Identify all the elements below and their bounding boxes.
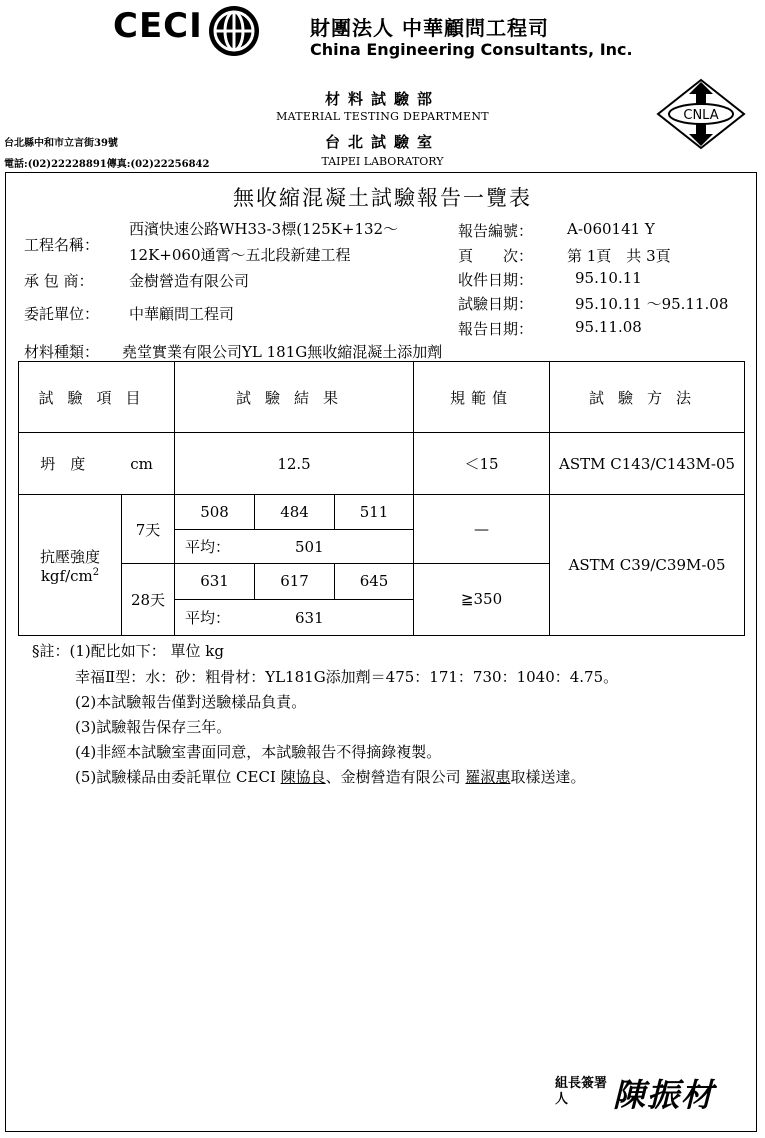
laboratory-en: TAIPEI LABORATORY xyxy=(321,155,444,168)
department-en: MATERIAL TESTING DEPARTMENT xyxy=(276,110,489,123)
note-5-sampler-1: 陳協良 xyxy=(280,768,326,786)
received-date-value: 95.10.11 xyxy=(575,269,642,287)
report-date-label: 報告日期： xyxy=(458,320,534,338)
day7-value-1: 508 xyxy=(175,495,255,529)
note-5-suffix: 取樣送達。 xyxy=(510,768,586,786)
slump-method: ASTM C143/C143M-05 xyxy=(550,433,745,495)
material-value: 堯堂實業有限公司YL 181G無收縮混凝土添加劑 xyxy=(122,343,443,361)
slump-item-cell xyxy=(19,433,175,495)
contractor-label: 承 包 商： xyxy=(24,272,94,290)
note-1-mix: 幸福Ⅱ型：水：砂：粗骨材：YL181G添加劑＝475：171：730：1040：4.75。 xyxy=(75,668,619,686)
note-2: (2)本試驗報告僅對送驗樣品負責。 xyxy=(75,693,307,711)
org-name-en: China Engineering Consultants, Inc. xyxy=(310,40,633,59)
day7-avg-value: 501 xyxy=(295,537,324,556)
lab-address: 台北縣中和市立言街39號 xyxy=(4,138,118,149)
note-1: §註：(1)配比如下： 單位 kg xyxy=(32,642,224,660)
header-test-method: 試驗方法 xyxy=(550,362,745,433)
table-header-row xyxy=(19,362,745,433)
signatory-name: 陳振材 xyxy=(613,1076,716,1114)
contractor-value: 金樹營造有限公司 xyxy=(129,272,250,290)
ceci-logo-text: CECI xyxy=(113,6,203,46)
material-label: 材料種類： xyxy=(24,343,100,361)
table-row-slump xyxy=(19,433,745,495)
day7-value-2: 484 xyxy=(255,495,335,529)
cnla-logo-text: CNLA xyxy=(683,108,719,123)
day28-value-2: 617 xyxy=(255,563,335,599)
day7-spec: — xyxy=(414,495,550,563)
strength-item-cell xyxy=(19,495,122,636)
project-line1: 西濱快速公路WH33-3標(125K+132～ xyxy=(129,220,399,238)
note-4: (4)非經本試驗室書面同意，本試驗報告不得摘錄複製。 xyxy=(75,743,442,761)
day7-avg-cell xyxy=(175,529,414,563)
day28-value-1: 631 xyxy=(175,563,255,599)
signatory-label: 組長簽署人 xyxy=(555,1076,608,1107)
header-test-result: 試驗結果 xyxy=(175,362,414,433)
note-3: (3)試驗報告保存三年。 xyxy=(75,718,232,736)
day28-label: 28天 xyxy=(122,563,175,635)
strength-item-line2: kgf/cm xyxy=(40,566,93,585)
department-zh: 材料試驗部 xyxy=(324,90,440,108)
day7-avg-label: 平均： xyxy=(185,537,231,556)
header-test-item: 試驗項目 xyxy=(19,362,175,433)
day28-spec: ≧350 xyxy=(414,563,550,635)
cnla-accreditation-logo-icon xyxy=(656,78,746,150)
slump-unit: cm xyxy=(130,455,153,474)
report-date-value: 95.11.08 xyxy=(575,318,642,336)
laboratory-zh: 台北試驗室 xyxy=(324,133,440,151)
client-value: 中華顧問工程司 xyxy=(129,305,235,323)
project-line2: 12K+060通霄～五北段新建工程 xyxy=(129,246,351,264)
table-row-7day-values xyxy=(19,495,745,529)
page-label: 頁 次： xyxy=(458,247,534,265)
note-5-middle: 、金樹營造有限公司 xyxy=(325,768,466,786)
header-spec-value: 規範值 xyxy=(414,362,550,433)
day7-value-3: 511 xyxy=(335,495,414,529)
report-title: 無收縮混凝土試驗報告一覽表 xyxy=(233,186,532,210)
note-5-sampler-2: 羅淑惠 xyxy=(465,768,511,786)
strength-item-line1: 抗壓強度 xyxy=(39,547,100,566)
note-5 xyxy=(75,766,585,787)
slump-spec: ＜15 xyxy=(414,433,550,495)
ceci-globe-logo-icon xyxy=(207,4,261,58)
report-no-label: 報告編號： xyxy=(458,222,534,240)
note-5-prefix: (5)試驗樣品由委託單位 CECI xyxy=(75,768,281,786)
day28-value-3: 645 xyxy=(335,563,414,599)
slump-result: 12.5 xyxy=(175,433,414,495)
strength-unit-superscript: 2 xyxy=(92,566,100,578)
day28-avg-label: 平均： xyxy=(185,608,231,627)
test-date-value: 95.10.11 ～95.11.08 xyxy=(575,295,729,313)
org-name-zh: 財團法人 中華顧問工程司 xyxy=(310,16,549,40)
strength-method: ASTM C39/C39M-05 xyxy=(550,495,745,636)
slump-item: 坍 度 xyxy=(40,455,86,474)
received-date-label: 收件日期： xyxy=(458,271,534,289)
results-table xyxy=(18,361,745,636)
client-label: 委託單位： xyxy=(24,305,100,323)
lab-phone: 電話:(02)22228891傳真:(02)22256842 xyxy=(4,159,210,170)
signature-block xyxy=(555,1062,745,1122)
strength-item-unit xyxy=(19,567,121,585)
day28-avg-value: 631 xyxy=(295,608,324,627)
day28-avg-cell xyxy=(175,599,414,635)
project-label: 工程名稱： xyxy=(24,236,100,254)
day7-label: 7天 xyxy=(122,495,175,563)
test-date-label: 試驗日期： xyxy=(458,295,534,313)
page-value: 第 1頁 共 3頁 xyxy=(567,247,671,265)
report-no-value: A-060141 Y xyxy=(567,220,655,238)
